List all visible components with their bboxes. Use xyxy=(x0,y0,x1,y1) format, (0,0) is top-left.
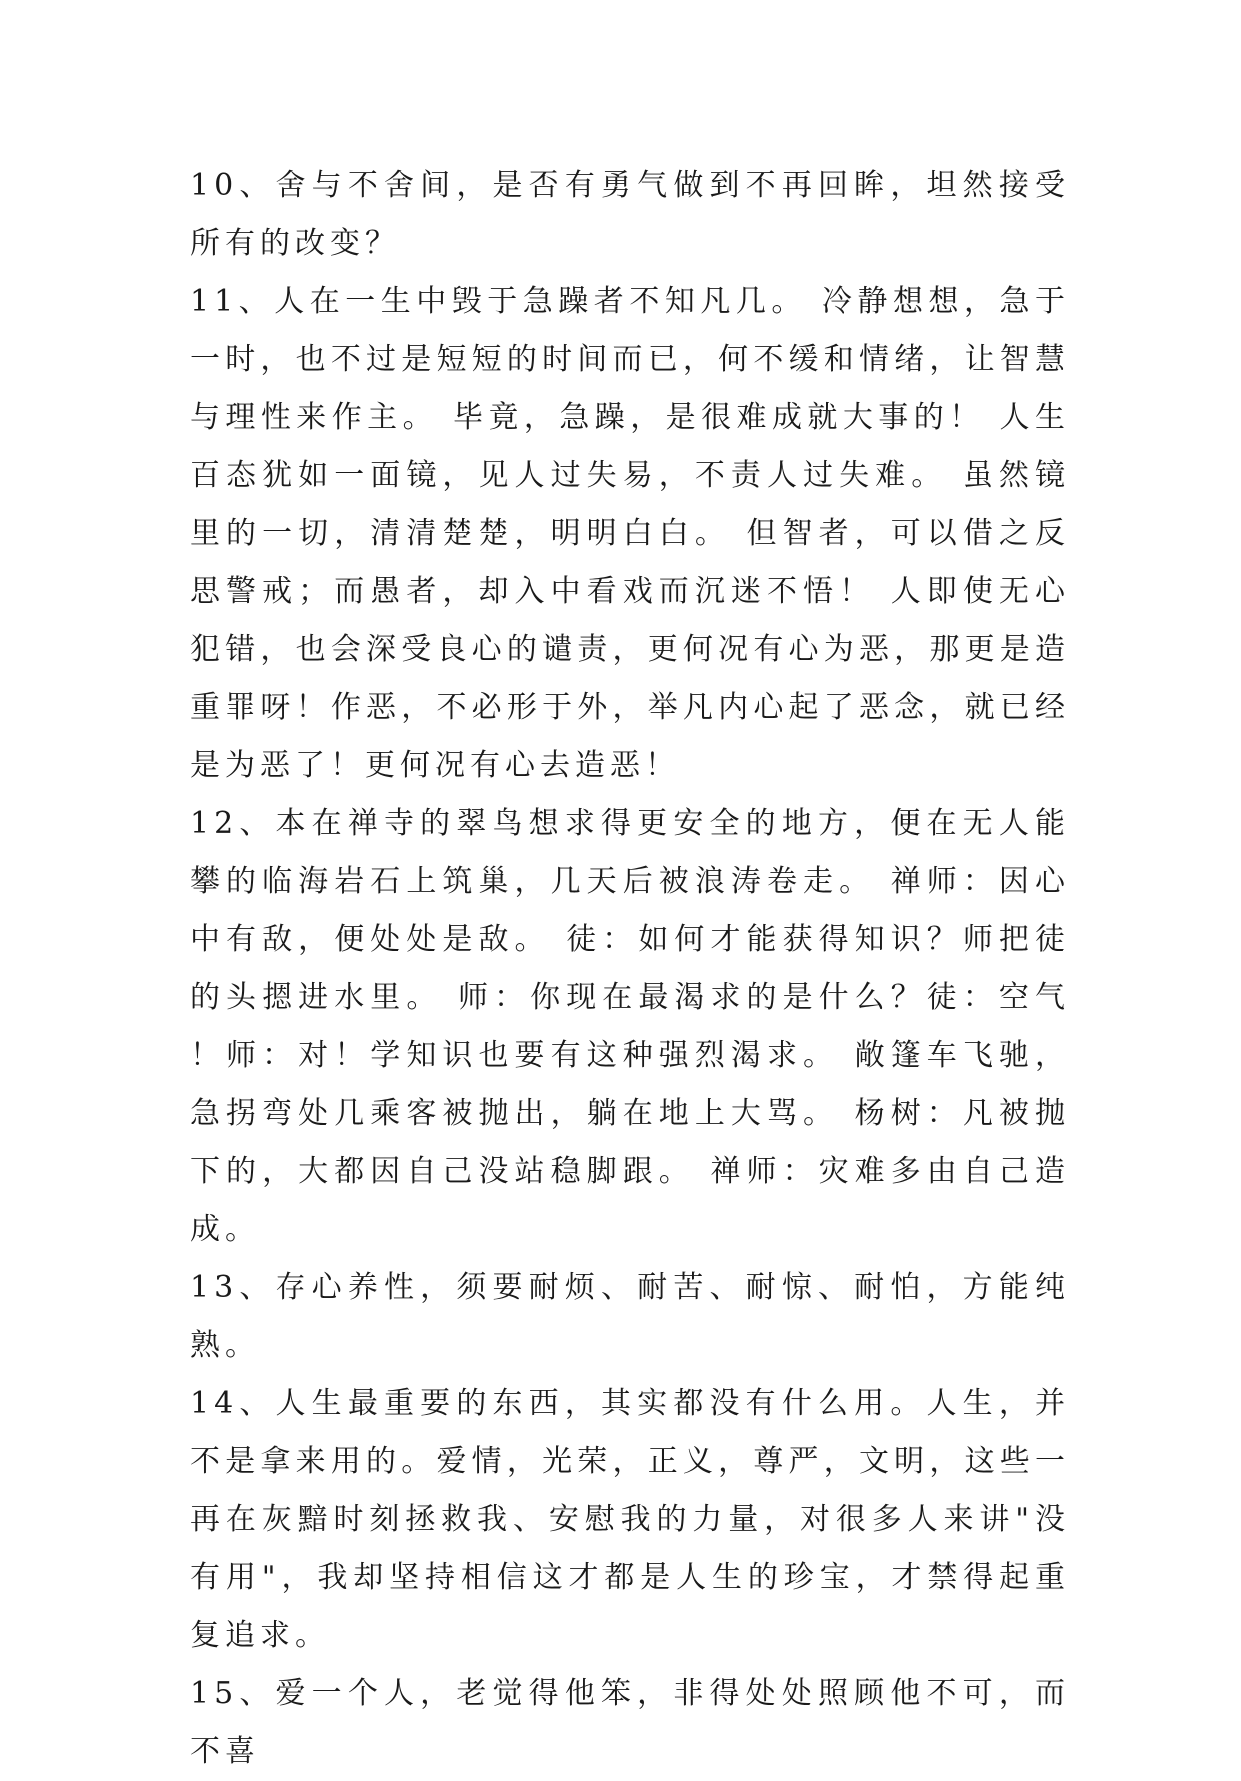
paragraph-14: 14、人生最重要的东西，其实都没有什么用。人生，并不是拿来用的。爱情，光荣，正义，尊严，文明，这些一再在灰黯时刻拯救我、安慰我的力量，对很多人来讲"没有用"，我却坚持相信这才都是人生的珍宝，才禁得起重复追求。 xyxy=(190,1386,1070,1653)
paragraph-11: 11、人在一生中毁于急躁者不知凡几。 冷静想想，急于一时，也不过是短短的时间而已，何不缓和情绪，让智慧与理性来作主。 毕竟，急躁，是很难成就大事的！ 人生百态犹如一面镜，见人过失易，不责人过失难。 虽然镜里的一切，清清楚楚，明明白白。 但智者，可以借之反思警戒；而愚者，却入中看戏而沉迷不悟！ 人即使无心犯错，也会深受良心的谴责，更何况有心为恶，那更是造重罪呀！作恶，不必形于外，举凡内心起了恶念，就已经是为恶了！更何况有心去造恶！ xyxy=(190,284,1070,783)
paragraph-13: 13、存心养性，须要耐烦、耐苦、耐惊、耐怕，方能纯熟。 xyxy=(190,1270,1070,1363)
paragraph-10: 10、舍与不舍间，是否有勇气做到不再回眸，坦然接受所有的改变？ xyxy=(190,168,1070,261)
paragraph-12: 12、本在禅寺的翠鸟想求得更安全的地方，便在无人能攀的临海岩石上筑巢，几天后被浪涛卷走。 禅师：因心中有敌，便处处是敌。 徒：如何才能获得知识？师把徒的头摁进水里。 师：你现在最渴求的是什么？徒：空气！师：对！学知识也要有这种强烈渴求。 敞篷车飞驰，急拐弯处几乘客被抛出，躺在地上大骂。 杨树：凡被抛下的，大都因自己没站稳脚跟。 禅师：灾难多由自己造成。 xyxy=(190,806,1070,1247)
document-body xyxy=(190,157,1070,1781)
paragraph-15: 15、爱一个人，老觉得他笨，非得处处照顾他不可，而不喜 xyxy=(190,1676,1070,1769)
